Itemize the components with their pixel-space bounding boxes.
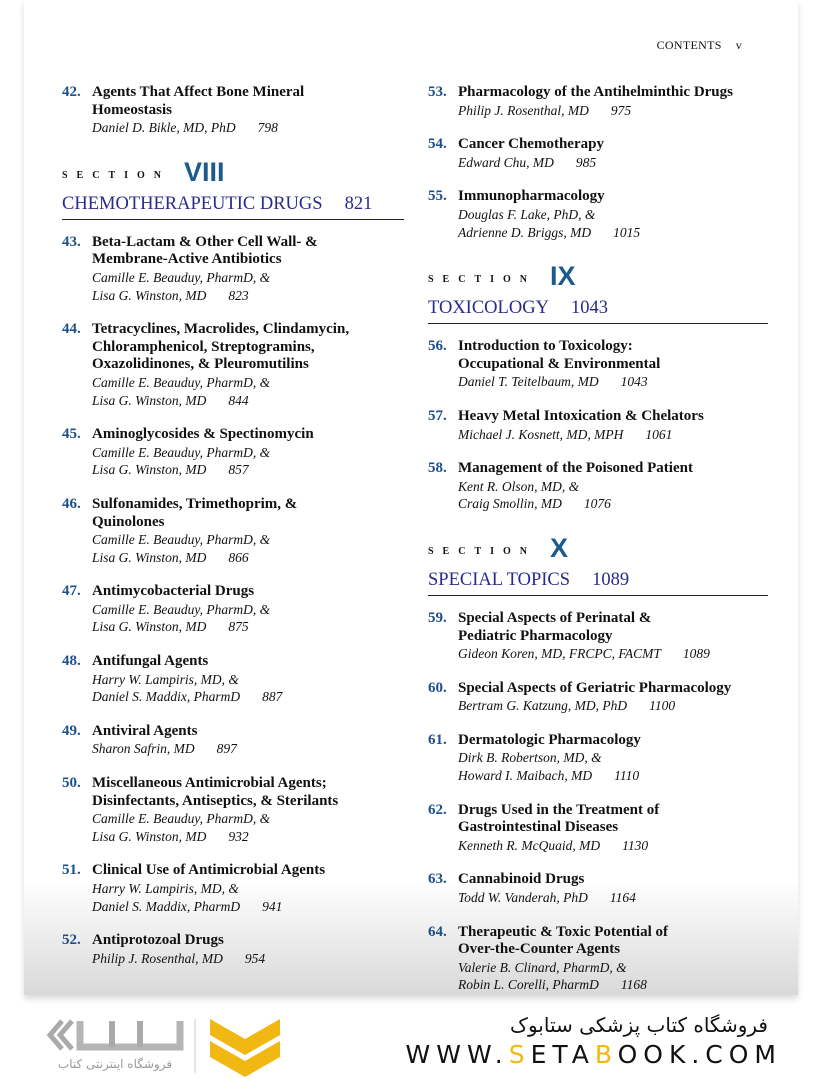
- author-line: [458, 102, 768, 120]
- toc-entry[interactable]: [428, 408, 768, 443]
- author-name: Daniel D. Bikle, MD, PhD: [92, 120, 236, 136]
- toc-entry[interactable]: [62, 321, 404, 409]
- section-page: 1043: [570, 298, 608, 319]
- author-name: Sharon Safrin, MD: [92, 741, 195, 757]
- chapter-author: Camille E. Beauduy, PharmD, &: [92, 269, 271, 285]
- section-page: 821: [344, 193, 373, 214]
- store-tagline: فروشگاه کتاب پزشکی ستابوک: [510, 1013, 768, 1037]
- author-name: Daniel S. Maddix, PharmD: [92, 898, 241, 914]
- section-title: CHEMOTHERAPEUTIC DRUGS: [62, 193, 323, 214]
- chapter-author: Dirk B. Robertson, MD, &: [458, 750, 602, 766]
- chapter-number: 46.: [62, 495, 81, 512]
- chapter-title-line: Pediatric Pharmacology: [458, 627, 613, 644]
- author-line: [458, 426, 768, 444]
- chapter-title-line: Chloramphenicol, Streptogramins,: [92, 338, 315, 355]
- author-line: [92, 828, 404, 846]
- chapter-page: 1089: [682, 646, 710, 662]
- author-line: [458, 495, 768, 513]
- section-numeral: X: [550, 532, 569, 563]
- chapter-page: 897: [216, 741, 237, 757]
- chapter-page: 1168: [620, 977, 647, 993]
- header-label: CONTENTS: [656, 38, 722, 52]
- toc-entry[interactable]: [428, 802, 768, 855]
- section-title: TOXICOLOGY: [428, 298, 549, 319]
- footer-banner: [0, 995, 822, 1079]
- author-line: [92, 119, 404, 137]
- toc-entry[interactable]: [428, 871, 768, 906]
- author-line: [92, 461, 404, 479]
- toc-entry[interactable]: [428, 460, 768, 513]
- chapter-author: Harry W. Lampiris, MD, &: [92, 671, 239, 687]
- toc-entry[interactable]: [62, 775, 404, 845]
- chapter-number: 59.: [428, 609, 447, 626]
- author-name: Howard I. Maibach, MD: [458, 768, 593, 784]
- chapter-number: 53.: [428, 84, 447, 100]
- author-line: [458, 889, 768, 907]
- chapter-number: 64.: [428, 923, 447, 940]
- section-heading[interactable]: [428, 298, 768, 324]
- chapter-title-line: Antiprotozoal Drugs: [92, 932, 224, 949]
- author-line: [458, 976, 768, 994]
- chapter-number: 44.: [62, 321, 81, 338]
- chapter-page: 985: [575, 154, 597, 170]
- section-label: SECTION: [428, 545, 537, 557]
- chapter-title-line: Dermatologic Pharmacology: [458, 731, 641, 748]
- chapter-number: 55.: [428, 188, 447, 205]
- toc-entry[interactable]: [62, 234, 404, 304]
- chapter-author: Valerie B. Clinard, PharmD, &: [458, 959, 627, 975]
- chapter-title-line: Beta-Lactam & Other Cell Wall- &: [92, 233, 318, 250]
- chapter-page: 857: [228, 462, 249, 478]
- section-label: SECTION: [62, 169, 171, 181]
- toc-entry[interactable]: [62, 653, 404, 706]
- author-name: Bertram G. Katzung, MD, PhD: [458, 698, 628, 714]
- chapter-title-line: Pharmacology of the Antihelminthic Drugs: [458, 84, 733, 100]
- author-name: Adrienne D. Briggs, MD: [458, 224, 592, 240]
- chapter-title-line: Quinolones: [92, 513, 165, 530]
- author-line: [458, 373, 768, 391]
- chapter-title-line: Special Aspects of Geriatric Pharmacology: [458, 679, 732, 696]
- chapter-page: 1043: [620, 374, 648, 390]
- author-line: [92, 618, 404, 636]
- author-name: Craig Smollin, MD: [458, 496, 562, 512]
- chapter-page: 798: [257, 120, 278, 136]
- page-number: v: [735, 38, 742, 52]
- chapter-number: 57.: [428, 407, 447, 424]
- toc-entry[interactable]: [62, 496, 404, 566]
- chapter-author: Camille E. Beauduy, PharmD, &: [92, 374, 271, 390]
- toc-entry[interactable]: [62, 84, 404, 137]
- author-name: Philip J. Rosenthal, MD: [458, 102, 589, 118]
- chapter-number: 56.: [428, 338, 447, 355]
- chapter-title-line: Tetracyclines, Macrolides, Clindamycin,: [92, 321, 350, 338]
- chapter-author: Kent R. Olson, MD, &: [458, 478, 580, 494]
- chapter-author: Harry W. Lampiris, MD, &: [92, 881, 239, 896]
- section-marker: [62, 152, 404, 186]
- chapter-title-line: Drugs Used in the Treatment of: [458, 801, 660, 818]
- author-line: [458, 645, 768, 663]
- chapter-title-line: Homeostasis: [92, 101, 172, 118]
- chapter-page: 932: [228, 828, 249, 844]
- chapter-page: 954: [244, 950, 266, 966]
- author-name: Lisa G. Winston, MD: [92, 287, 207, 303]
- chapter-page: 975: [610, 102, 632, 118]
- chapter-page: 887: [262, 689, 283, 705]
- toc-entry[interactable]: [62, 723, 404, 758]
- chapter-page: 1015: [613, 224, 641, 240]
- chapter-page: 844: [228, 392, 249, 408]
- toc-entry[interactable]: [428, 680, 768, 715]
- chapter-page: 875: [228, 619, 249, 635]
- author-name: Lisa G. Winston, MD: [92, 392, 207, 408]
- author-line: [458, 224, 768, 242]
- author-name: Gideon Koren, MD, FRCPC, FACMT: [458, 646, 661, 662]
- chapter-author: Camille E. Beauduy, PharmD, &: [92, 532, 271, 548]
- author-name: Daniel S. Maddix, PharmD: [92, 689, 241, 705]
- chapter-title-line: Disinfectants, Antiseptics, & Sterilants: [92, 792, 339, 809]
- author-name: Robin L. Corelli, PharmD: [458, 977, 599, 993]
- chapter-author: Camille E. Beauduy, PharmD, &: [92, 601, 271, 617]
- chapter-title-line: Occupational & Environmental: [458, 355, 661, 372]
- chapter-author: Camille E. Beauduy, PharmD, &: [92, 811, 271, 827]
- author-line: [92, 898, 404, 916]
- section-numeral: VIII: [184, 156, 225, 187]
- author-name: Lisa G. Winston, MD: [92, 462, 207, 478]
- section-marker: [428, 256, 768, 290]
- author-name: Lisa G. Winston, MD: [92, 619, 207, 635]
- toc-entry[interactable]: [62, 862, 404, 915]
- toc-entry[interactable]: [428, 136, 768, 171]
- chapter-title-line: Membrane-Active Antibiotics: [92, 251, 282, 268]
- chapter-page: 1164: [609, 890, 636, 906]
- author-line: [92, 287, 404, 305]
- chapter-number: 49.: [62, 722, 81, 739]
- running-header: [657, 38, 742, 53]
- chapter-author: Camille E. Beauduy, PharmD, &: [92, 444, 271, 460]
- chapter-title-line: Therapeutic & Toxic Potential of: [458, 923, 668, 940]
- author-line: [458, 837, 768, 855]
- toc-right-column: [428, 84, 768, 1011]
- toc-entry[interactable]: [428, 338, 768, 391]
- chapter-title-line: Introduction to Toxicology:: [458, 338, 633, 355]
- chapter-title-line: Miscellaneous Antimicrobial Agents;: [92, 775, 327, 792]
- section-label: SECTION: [428, 274, 537, 286]
- chapter-number: 62.: [428, 801, 447, 818]
- chapter-page: 941: [262, 898, 283, 914]
- author-name: Edward Chu, MD: [458, 154, 554, 170]
- chapter-number: 60.: [428, 679, 447, 696]
- author-line: [92, 392, 404, 410]
- section-numeral: IX: [550, 261, 576, 292]
- toc-entry[interactable]: [428, 732, 768, 785]
- chapter-title-line: Oxazolidinones, & Pleuromutilins: [92, 356, 309, 373]
- chapter-title-line: Heavy Metal Intoxication & Chelators: [458, 407, 704, 424]
- toc-entry[interactable]: [62, 932, 404, 967]
- author-line: [92, 950, 404, 968]
- chapter-title-line: Clinical Use of Antimicrobial Agents: [92, 862, 326, 879]
- chapter-page: 1061: [645, 426, 673, 442]
- toc-left-column: [62, 84, 404, 984]
- toc-entry[interactable]: [428, 188, 768, 241]
- chapter-title-line: Management of the Poisoned Patient: [458, 460, 693, 477]
- section-page: 1089: [592, 569, 630, 590]
- store-url[interactable]: WWW.SETABOOK.COM: [405, 1040, 782, 1069]
- section-heading[interactable]: [428, 570, 768, 596]
- chapter-number: 45.: [62, 426, 81, 443]
- author-name: Michael J. Kosnett, MD, MPH: [458, 426, 624, 442]
- chapter-number: 48.: [62, 653, 81, 670]
- chapter-number: 54.: [428, 136, 447, 153]
- author-name: Lisa G. Winston, MD: [92, 828, 207, 844]
- chapter-title-line: Aminoglycosides & Spectinomycin: [92, 426, 314, 443]
- author-line: [458, 697, 768, 715]
- chapter-number: 47.: [62, 583, 81, 600]
- toc-entry[interactable]: [62, 583, 404, 636]
- chapter-number: 52.: [62, 932, 81, 949]
- chapter-number: 51.: [62, 862, 81, 879]
- author-line: [92, 688, 404, 706]
- chapter-title-line: Immunopharmacology: [458, 188, 605, 205]
- chapter-page: 866: [228, 549, 249, 565]
- chapter-page: 1130: [622, 837, 649, 853]
- author-line: [458, 154, 768, 172]
- toc-entry[interactable]: [428, 924, 768, 994]
- author-line: [458, 767, 768, 785]
- chapter-title-line: Cancer Chemotherapy: [458, 136, 604, 153]
- chapter-title-line: Cannabinoid Drugs: [458, 871, 585, 888]
- toc-entry[interactable]: [428, 610, 768, 663]
- section-marker: [428, 528, 768, 562]
- section-heading[interactable]: [62, 194, 404, 220]
- author-name: Daniel T. Teitelbaum, MD: [458, 374, 599, 390]
- chapter-number: 63.: [428, 871, 447, 888]
- chapter-number: 42.: [62, 84, 81, 100]
- chapter-page: 823: [228, 287, 249, 303]
- chapter-number: 61.: [428, 731, 447, 748]
- toc-entry[interactable]: [62, 426, 404, 479]
- author-name: Todd W. Vanderah, PhD: [458, 890, 588, 906]
- author-line: [92, 549, 404, 567]
- chapter-page: 1100: [649, 698, 676, 714]
- chapter-title-line: Agents That Affect Bone Mineral: [92, 84, 305, 100]
- logo-caption: فروشگاه اینترنتی کتاب: [57, 1057, 173, 1071]
- chapter-title-line: Antimycobacterial Drugs: [92, 583, 255, 600]
- chapter-page: 1076: [583, 496, 611, 512]
- chapter-title-line: Special Aspects of Perinatal &: [458, 609, 652, 626]
- chapter-title-line: Over-the-Counter Agents: [458, 941, 621, 958]
- toc-entry[interactable]: [428, 84, 768, 119]
- author-name: Kenneth R. McQuaid, MD: [458, 837, 601, 853]
- chapter-page: 1110: [614, 768, 640, 784]
- chapter-title-line: Antifungal Agents: [92, 653, 209, 670]
- author-name: Philip J. Rosenthal, MD: [92, 950, 223, 966]
- section-title: SPECIAL TOPICS: [428, 569, 571, 590]
- chapter-title-line: Sulfonamides, Trimethoprim, &: [92, 495, 298, 512]
- author-name: Lisa G. Winston, MD: [92, 549, 207, 565]
- chapter-title-line: Antiviral Agents: [92, 722, 198, 739]
- chapter-number: 58.: [428, 460, 447, 477]
- chapter-number: 50.: [62, 775, 81, 792]
- chapter-title-line: Gastrointestinal Diseases: [458, 819, 619, 836]
- chapter-author: Douglas F. Lake, PhD, &: [458, 206, 596, 222]
- author-line: [92, 740, 404, 758]
- chapter-number: 43.: [62, 233, 81, 250]
